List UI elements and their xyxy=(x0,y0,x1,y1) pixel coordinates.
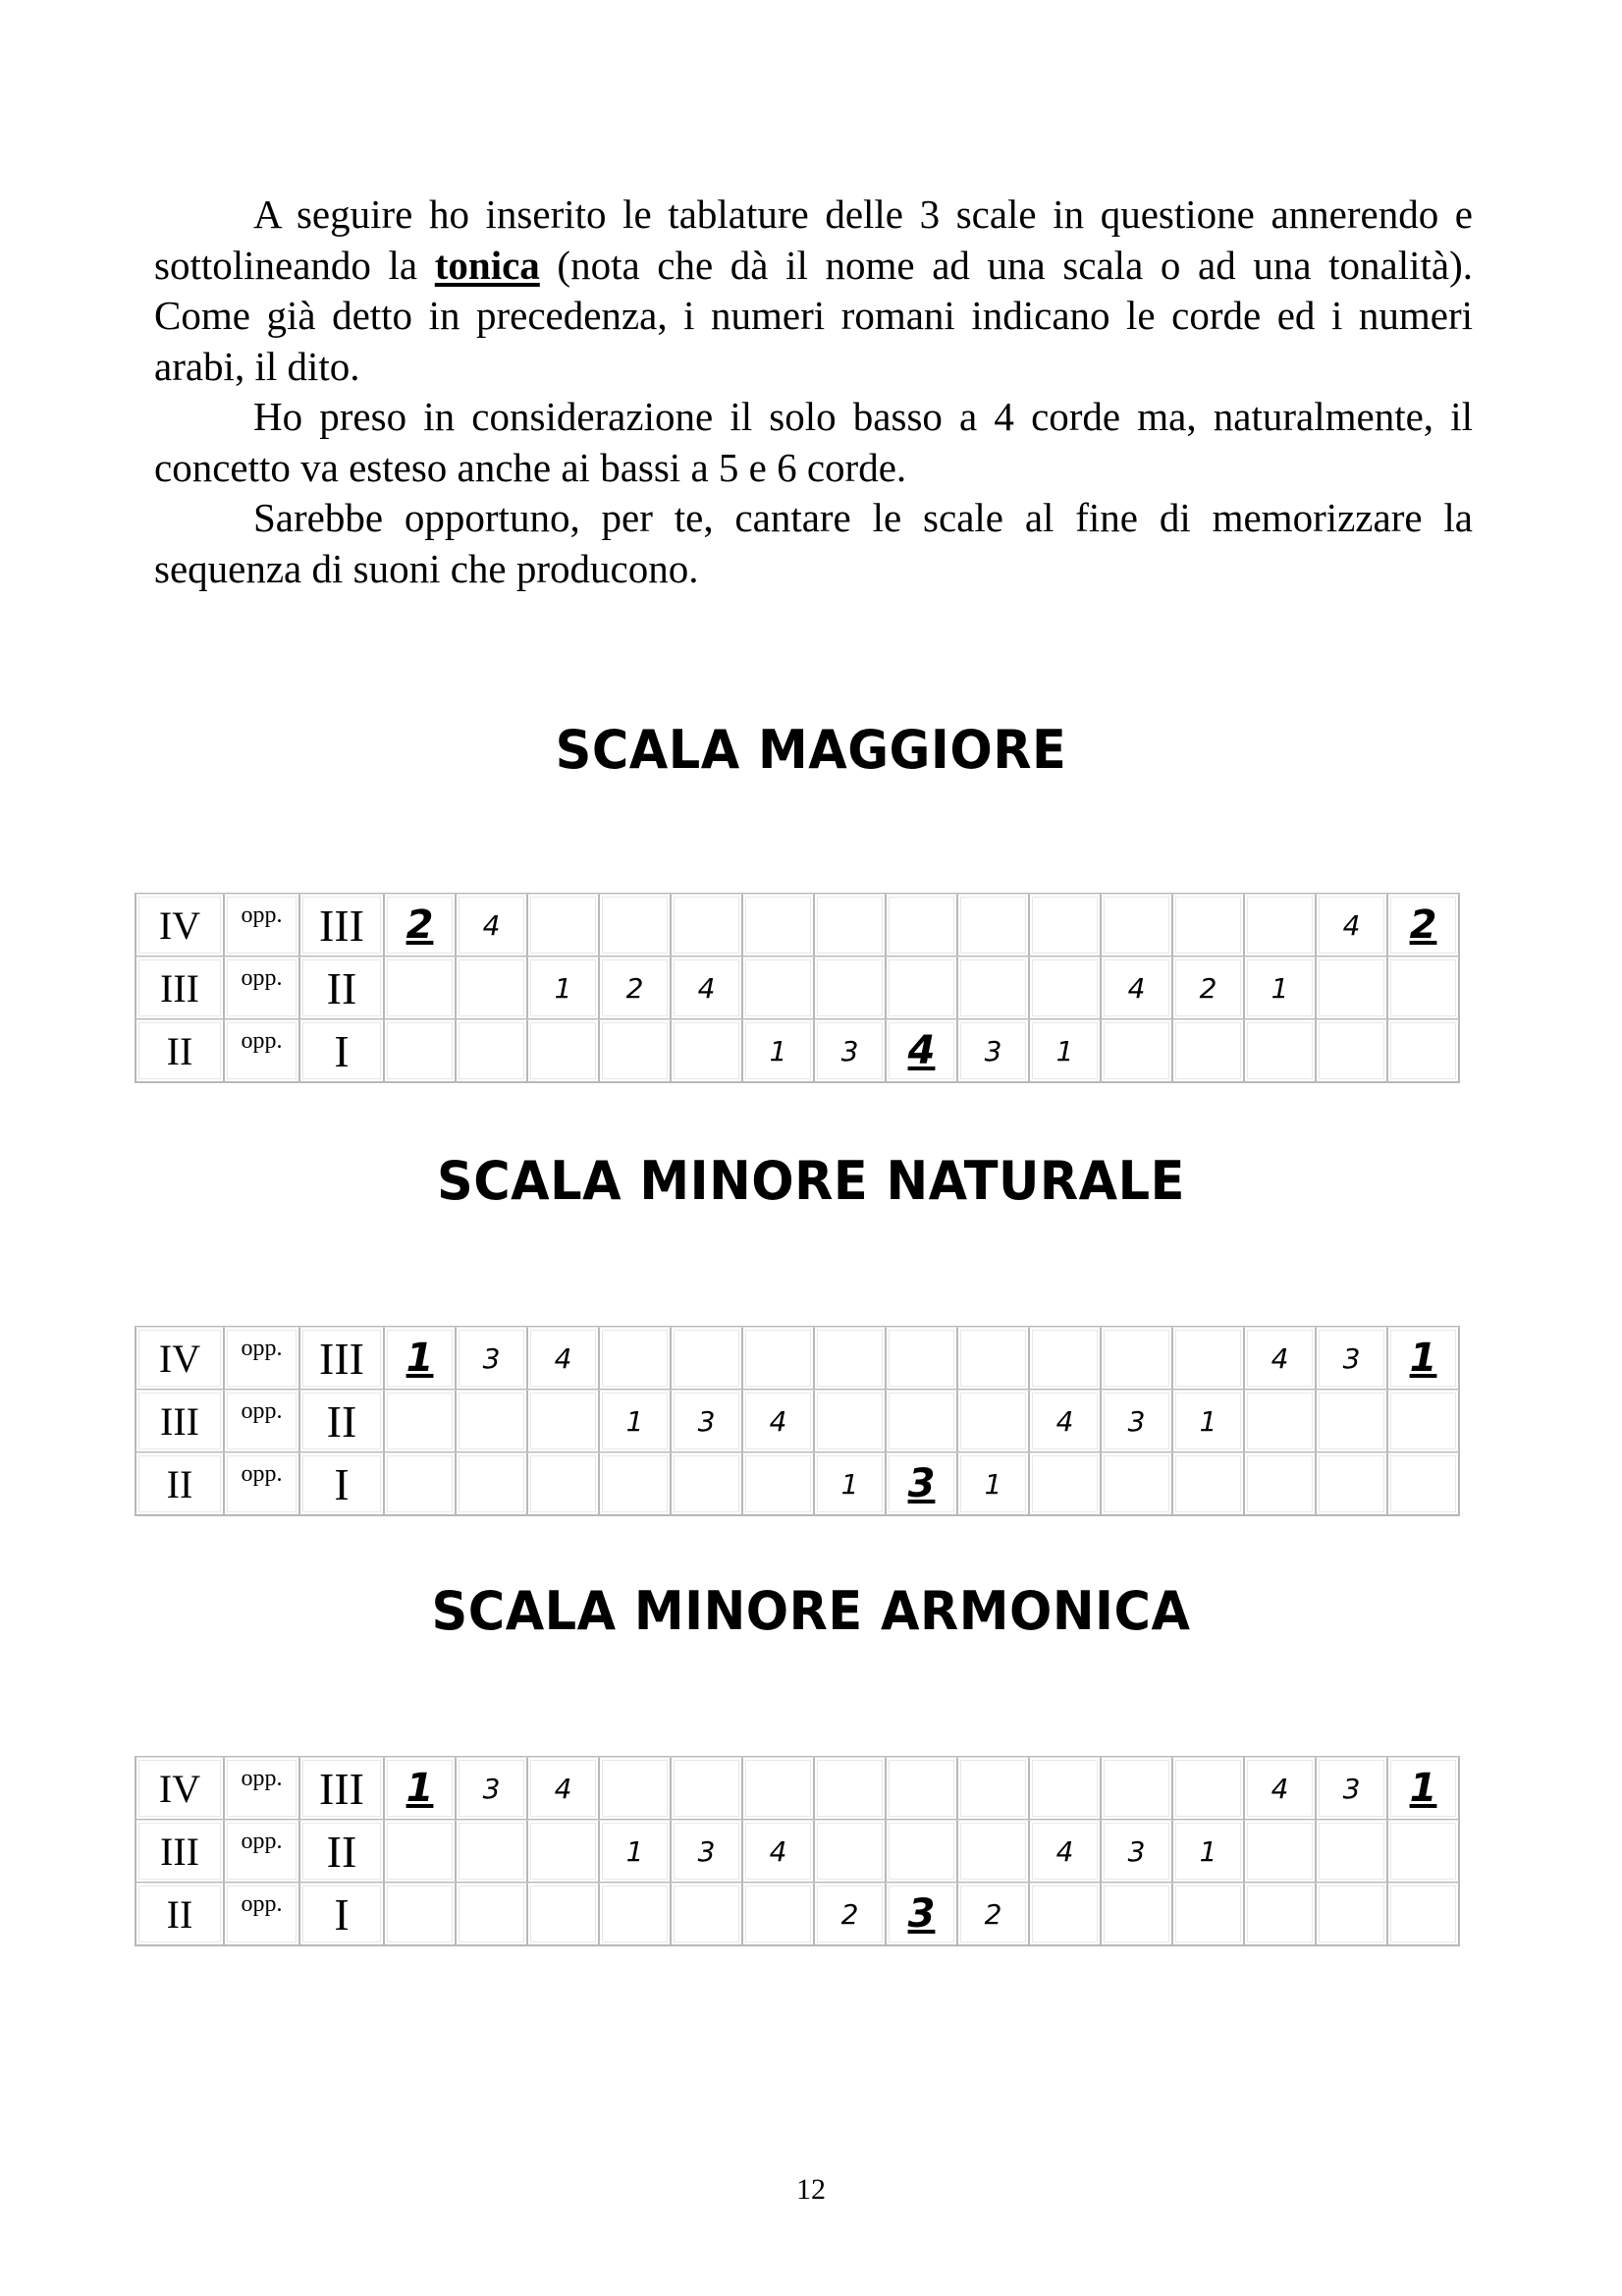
fret-cell xyxy=(527,1883,599,1945)
fret-cell xyxy=(957,1757,1029,1820)
tab-row xyxy=(135,1883,1459,1945)
intro-paragraph-2: Ho preso in considerazione il solo basso a 4 corde ma, naturalmente, il concetto va esteso anche ai bassi a 5 e 6 corde. xyxy=(154,394,1473,490)
fret-cell xyxy=(814,1019,886,1082)
string-label: II xyxy=(135,1452,224,1515)
fret-cell xyxy=(456,1452,527,1515)
fret-cell xyxy=(1387,1019,1459,1082)
fret-cell xyxy=(1244,894,1316,957)
tab-row xyxy=(135,1820,1459,1883)
finger-number: 2 xyxy=(984,1897,1002,1931)
fret-cell xyxy=(1029,957,1101,1019)
fret-cell xyxy=(384,1390,456,1452)
fret-cell xyxy=(1316,894,1387,957)
finger-number: 3 xyxy=(1342,1772,1361,1805)
fret-cell xyxy=(742,1757,814,1820)
fret-cell xyxy=(1029,1452,1101,1515)
fret-cell xyxy=(957,894,1029,957)
fret-cell xyxy=(814,1390,886,1452)
finger-number: 3 xyxy=(1127,1404,1146,1438)
fret-cell xyxy=(456,1390,527,1452)
fret-cell xyxy=(456,1327,527,1390)
fret-cell xyxy=(886,1883,957,1945)
fret-cell xyxy=(814,894,886,957)
finger-number: 4 xyxy=(482,908,501,942)
tab-row xyxy=(135,1452,1459,1515)
fret-cell xyxy=(814,957,886,1019)
fret-cell xyxy=(599,1327,671,1390)
string-label: IV xyxy=(135,1757,224,1820)
fret-cell xyxy=(527,1452,599,1515)
fret-cell xyxy=(742,957,814,1019)
tonic-finger-number: 2 xyxy=(1409,902,1437,948)
fret-cell xyxy=(1387,1883,1459,1945)
fret-cell xyxy=(599,1757,671,1820)
finger-number: 1 xyxy=(625,1834,644,1868)
fret-cell xyxy=(671,1327,742,1390)
fret-cell xyxy=(1172,957,1244,1019)
fret-cell xyxy=(1101,1757,1172,1820)
opp-label: opp. xyxy=(224,1390,299,1452)
fret-cell xyxy=(671,1883,742,1945)
string-label: II xyxy=(135,1883,224,1945)
finger-number: 4 xyxy=(554,1341,572,1375)
fret-cell xyxy=(1029,1757,1101,1820)
tab-table-major xyxy=(135,893,1460,1083)
fret-cell xyxy=(671,957,742,1019)
finger-number: 2 xyxy=(840,1897,859,1931)
fret-cell xyxy=(886,957,957,1019)
finger-number: 3 xyxy=(697,1834,716,1868)
fret-cell xyxy=(456,1757,527,1820)
finger-number: 4 xyxy=(1055,1404,1074,1438)
fret-cell xyxy=(599,957,671,1019)
finger-number: 3 xyxy=(697,1404,716,1438)
fret-cell xyxy=(1101,1883,1172,1945)
opp-label: opp. xyxy=(224,1452,299,1515)
fret-cell xyxy=(1029,1019,1101,1082)
tab-table-harmonic-minor xyxy=(135,1756,1460,1946)
fret-cell xyxy=(599,1019,671,1082)
fret-cell xyxy=(886,894,957,957)
fret-cell xyxy=(671,1757,742,1820)
fret-cell xyxy=(671,894,742,957)
fret-cell xyxy=(1387,1390,1459,1452)
fret-cell xyxy=(527,1757,599,1820)
alt-string-label: II xyxy=(299,957,384,1019)
fret-cell xyxy=(886,1019,957,1082)
fret-cell xyxy=(1172,1390,1244,1452)
alt-string-label: II xyxy=(299,1820,384,1883)
fret-cell xyxy=(814,1327,886,1390)
finger-number: 4 xyxy=(1127,971,1146,1005)
fret-cell xyxy=(1244,1390,1316,1452)
finger-number: 1 xyxy=(1199,1404,1217,1438)
fret-cell xyxy=(1316,1757,1387,1820)
fret-cell xyxy=(742,1019,814,1082)
fret-cell xyxy=(1101,1452,1172,1515)
intro-paragraph-3: Sarebbe opportuno, per te, cantare le scale al fine di memorizzare la sequenza di suoni che producono. xyxy=(154,495,1473,591)
fret-cell xyxy=(957,957,1029,1019)
intro-text xyxy=(154,190,1473,594)
fret-cell xyxy=(1101,894,1172,957)
finger-number: 4 xyxy=(1271,1772,1289,1805)
fret-cell xyxy=(1172,1883,1244,1945)
fret-cell xyxy=(742,1390,814,1452)
fret-cell xyxy=(1316,1452,1387,1515)
fret-cell xyxy=(957,1883,1029,1945)
finger-number: 4 xyxy=(769,1834,787,1868)
fret-cell xyxy=(384,1327,456,1390)
fret-cell xyxy=(1101,1820,1172,1883)
fret-cell xyxy=(1387,894,1459,957)
fret-cell xyxy=(384,957,456,1019)
fret-cell xyxy=(456,1820,527,1883)
finger-number: 1 xyxy=(1199,1834,1217,1868)
fret-cell xyxy=(1172,1820,1244,1883)
fret-cell xyxy=(384,1452,456,1515)
fret-cell xyxy=(1316,1390,1387,1452)
fret-cell xyxy=(384,1883,456,1945)
tonic-finger-number: 1 xyxy=(1409,1336,1437,1381)
fret-cell xyxy=(599,1820,671,1883)
alt-string-label: II xyxy=(299,1390,384,1452)
fret-cell xyxy=(1316,1019,1387,1082)
fret-cell xyxy=(671,1390,742,1452)
finger-number: 3 xyxy=(984,1034,1002,1067)
fret-cell xyxy=(527,1327,599,1390)
intro-p1-end: (nota che dà il nome ad una scala o ad una tonalità). Come già detto in precedenza, i numeri romani indicano le corde ed i numeri arabi, il dito. xyxy=(154,242,1473,389)
fret-cell xyxy=(527,957,599,1019)
fret-cell xyxy=(671,1452,742,1515)
tab-row xyxy=(135,1019,1459,1082)
fret-cell xyxy=(384,1757,456,1820)
finger-number: 1 xyxy=(840,1467,859,1501)
tab-table-natural-minor xyxy=(135,1326,1460,1516)
fret-cell xyxy=(456,1019,527,1082)
finger-number: 3 xyxy=(482,1341,501,1375)
opp-label: opp. xyxy=(224,1019,299,1082)
fret-cell xyxy=(1316,1820,1387,1883)
fret-cell xyxy=(384,1820,456,1883)
fret-cell xyxy=(1387,1757,1459,1820)
fret-cell xyxy=(886,1327,957,1390)
tonic-finger-number: 4 xyxy=(907,1028,936,1073)
fret-cell xyxy=(1387,1327,1459,1390)
fret-cell xyxy=(456,957,527,1019)
finger-number: 4 xyxy=(1342,908,1361,942)
fret-cell xyxy=(1029,1883,1101,1945)
tonic-finger-number: 3 xyxy=(907,1891,936,1937)
alt-string-label: III xyxy=(299,894,384,957)
finger-number: 3 xyxy=(840,1034,859,1067)
fret-cell xyxy=(1172,1452,1244,1515)
fret-cell xyxy=(814,1883,886,1945)
alt-string-label: I xyxy=(299,1019,384,1082)
finger-number: 4 xyxy=(554,1772,572,1805)
alt-string-label: III xyxy=(299,1757,384,1820)
fret-cell xyxy=(1244,1820,1316,1883)
fret-cell xyxy=(957,1452,1029,1515)
fret-cell xyxy=(1244,1019,1316,1082)
fret-cell xyxy=(1029,894,1101,957)
tonic-finger-number: 1 xyxy=(406,1766,434,1811)
fret-cell xyxy=(599,894,671,957)
finger-number: 4 xyxy=(1271,1341,1289,1375)
tonic-finger-number: 1 xyxy=(406,1336,434,1381)
finger-number: 2 xyxy=(625,971,644,1005)
tonic-finger-number: 1 xyxy=(1409,1766,1437,1811)
opp-label: opp. xyxy=(224,1327,299,1390)
fret-cell xyxy=(527,1390,599,1452)
finger-number: 1 xyxy=(554,971,572,1005)
alt-string-label: I xyxy=(299,1883,384,1945)
intro-p1-start: A seguire ho inserito le tablature delle 3 scale in questione annerendo e sottolineando la xyxy=(154,191,1473,288)
fret-cell xyxy=(1244,1757,1316,1820)
fret-cell xyxy=(456,1883,527,1945)
scale-title-major: SCALA MAGGIORE xyxy=(555,720,1067,782)
fret-cell xyxy=(599,1452,671,1515)
fret-cell xyxy=(456,894,527,957)
tab-row xyxy=(135,1390,1459,1452)
fret-cell xyxy=(1101,1327,1172,1390)
fret-cell xyxy=(1316,957,1387,1019)
finger-number: 1 xyxy=(1271,971,1289,1005)
string-label: IV xyxy=(135,1327,224,1390)
fret-cell xyxy=(1244,1883,1316,1945)
string-label: II xyxy=(135,1019,224,1082)
fret-cell xyxy=(957,1327,1029,1390)
fret-cell xyxy=(1244,1327,1316,1390)
scale-title-harmonic-minor: SCALA MINORE ARMONICA xyxy=(431,1581,1191,1643)
fret-cell xyxy=(886,1452,957,1515)
string-label: IV xyxy=(135,894,224,957)
fret-cell xyxy=(814,1757,886,1820)
fret-cell xyxy=(527,1019,599,1082)
tab-row xyxy=(135,1327,1459,1390)
fret-cell xyxy=(1316,1883,1387,1945)
fret-cell xyxy=(886,1820,957,1883)
fret-cell xyxy=(957,1820,1029,1883)
finger-number: 4 xyxy=(697,971,716,1005)
opp-label: opp. xyxy=(224,1820,299,1883)
fret-cell xyxy=(1172,1757,1244,1820)
fret-cell xyxy=(957,1390,1029,1452)
fret-cell xyxy=(1172,1019,1244,1082)
finger-number: 3 xyxy=(1127,1834,1146,1868)
string-label: III xyxy=(135,1820,224,1883)
opp-label: opp. xyxy=(224,1757,299,1820)
finger-number: 1 xyxy=(625,1404,644,1438)
opp-label: opp. xyxy=(224,1883,299,1945)
fret-cell xyxy=(384,1019,456,1082)
string-label: III xyxy=(135,1390,224,1452)
alt-string-label: I xyxy=(299,1452,384,1515)
finger-number: 1 xyxy=(769,1034,787,1067)
tab-row xyxy=(135,1757,1459,1820)
fret-cell xyxy=(1244,957,1316,1019)
fret-cell xyxy=(742,1327,814,1390)
fret-cell xyxy=(527,1820,599,1883)
tonica-keyword: tonica xyxy=(434,242,540,288)
fret-cell xyxy=(957,1019,1029,1082)
fret-cell xyxy=(1172,894,1244,957)
opp-label: opp. xyxy=(224,957,299,1019)
fret-cell xyxy=(1101,957,1172,1019)
fret-cell xyxy=(742,1820,814,1883)
fret-cell xyxy=(1316,1327,1387,1390)
finger-number: 1 xyxy=(984,1467,1002,1501)
scale-title-natural-minor: SCALA MINORE NATURALE xyxy=(437,1151,1185,1213)
fret-cell xyxy=(1172,1327,1244,1390)
fret-cell xyxy=(1244,1452,1316,1515)
fret-cell xyxy=(1101,1019,1172,1082)
finger-number: 3 xyxy=(1342,1341,1361,1375)
opp-label: opp. xyxy=(224,894,299,957)
fret-cell xyxy=(814,1820,886,1883)
tab-row xyxy=(135,957,1459,1019)
finger-number: 4 xyxy=(769,1404,787,1438)
finger-number: 4 xyxy=(1055,1834,1074,1868)
tonic-finger-number: 2 xyxy=(406,902,434,948)
finger-number: 3 xyxy=(482,1772,501,1805)
finger-number: 1 xyxy=(1055,1034,1074,1067)
fret-cell xyxy=(599,1883,671,1945)
page-number: 12 xyxy=(796,2173,826,2206)
fret-cell xyxy=(527,894,599,957)
fret-cell xyxy=(886,1390,957,1452)
fret-cell xyxy=(599,1390,671,1452)
fret-cell xyxy=(384,894,456,957)
fret-cell xyxy=(1387,957,1459,1019)
fret-cell xyxy=(1101,1390,1172,1452)
fret-cell xyxy=(1029,1820,1101,1883)
fret-cell xyxy=(1029,1390,1101,1452)
fret-cell xyxy=(742,894,814,957)
fret-cell xyxy=(886,1757,957,1820)
fret-cell xyxy=(671,1019,742,1082)
fret-cell xyxy=(742,1452,814,1515)
string-label: III xyxy=(135,957,224,1019)
intro-paragraph-1 xyxy=(154,190,1473,392)
alt-string-label: III xyxy=(299,1327,384,1390)
tonic-finger-number: 3 xyxy=(907,1461,936,1506)
fret-cell xyxy=(1387,1820,1459,1883)
fret-cell xyxy=(1029,1327,1101,1390)
finger-number: 2 xyxy=(1199,971,1217,1005)
fret-cell xyxy=(742,1883,814,1945)
tab-row xyxy=(135,894,1459,957)
fret-cell xyxy=(1387,1452,1459,1515)
fret-cell xyxy=(671,1820,742,1883)
fret-cell xyxy=(814,1452,886,1515)
